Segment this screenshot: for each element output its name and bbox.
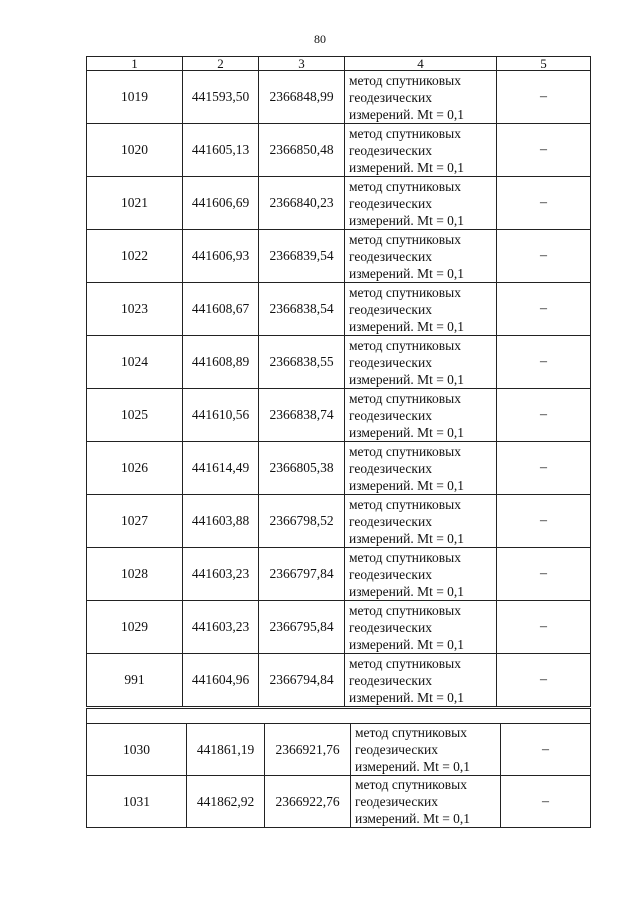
method-line: метод спутниковых — [349, 231, 461, 247]
note-cell: – — [497, 495, 591, 548]
method-line: измерений. Mt = 0,1 — [349, 689, 465, 705]
x-coordinate-cell: 441604,96 — [183, 654, 259, 707]
header-cell: 3 — [259, 57, 345, 71]
point-id-cell: 1023 — [87, 283, 183, 336]
point-id-cell: 1030 — [87, 724, 187, 776]
header-cell: 1 — [87, 57, 183, 71]
table-row — [87, 724, 591, 776]
x-coordinate-cell: 441614,49 — [183, 442, 259, 495]
method-line: измерений. Mt = 0,1 — [349, 371, 465, 387]
method-line: измерений. Mt = 0,1 — [349, 159, 465, 175]
header-row — [87, 57, 591, 71]
header-cell: 5 — [497, 57, 591, 71]
method-line: измерений. Mt = 0,1 — [349, 530, 465, 546]
x-coordinate-cell: 441608,89 — [183, 336, 259, 389]
method-line: измерений. Mt = 0,1 — [349, 106, 465, 122]
method-line: измерений. Mt = 0,1 — [349, 212, 465, 228]
table-row — [87, 389, 591, 442]
point-id-cell: 1031 — [87, 776, 187, 828]
method-line: метод спутниковых — [349, 125, 461, 141]
x-coordinate-cell: 441606,69 — [183, 177, 259, 230]
method-line: метод спутниковых — [349, 390, 461, 406]
page-number: 80 — [314, 32, 326, 46]
method-cell — [345, 548, 497, 601]
table-row — [87, 548, 591, 601]
y-coordinate-cell: 2366850,48 — [259, 124, 345, 177]
method-line: геодезических — [349, 248, 432, 264]
point-id-cell: 1019 — [87, 71, 183, 124]
method-line: метод спутниковых — [349, 549, 461, 565]
method-line: геодезических — [349, 354, 432, 370]
point-id-cell: 1026 — [87, 442, 183, 495]
method-line: измерений. Mt = 0,1 — [349, 265, 465, 281]
x-coordinate-cell: 441610,56 — [183, 389, 259, 442]
method-cell — [345, 71, 497, 124]
method-cell — [351, 776, 501, 828]
y-coordinate-cell: 2366838,55 — [259, 336, 345, 389]
y-coordinate-cell: 2366798,52 — [259, 495, 345, 548]
y-coordinate-cell: 2366805,38 — [259, 442, 345, 495]
method-line: метод спутниковых — [349, 496, 461, 512]
method-line: измерений. Mt = 0,1 — [355, 811, 471, 826]
point-id-cell: 1027 — [87, 495, 183, 548]
y-coordinate-cell: 2366838,74 — [259, 389, 345, 442]
table-row — [87, 776, 591, 828]
table-row — [87, 336, 591, 389]
method-line: измерений. Mt = 0,1 — [349, 583, 465, 599]
method-cell — [345, 336, 497, 389]
method-line: измерений. Mt = 0,1 — [349, 477, 465, 493]
note-cell: – — [497, 548, 591, 601]
method-line: метод спутниковых — [355, 725, 467, 740]
table-row — [87, 177, 591, 230]
point-id-cell: 1021 — [87, 177, 183, 230]
y-coordinate-cell: 2366795,84 — [259, 601, 345, 654]
method-line: метод спутниковых — [349, 178, 461, 194]
table-row — [87, 283, 591, 336]
table-row — [87, 654, 591, 707]
point-id-cell: 991 — [87, 654, 183, 707]
table-row — [87, 71, 591, 124]
method-cell — [345, 177, 497, 230]
method-cell — [345, 389, 497, 442]
y-coordinate-cell: 2366840,23 — [259, 177, 345, 230]
separator-row — [87, 709, 591, 724]
method-line: геодезических — [349, 619, 432, 635]
x-coordinate-cell: 441608,67 — [183, 283, 259, 336]
note-cell: – — [497, 336, 591, 389]
y-coordinate-cell: 2366797,84 — [259, 548, 345, 601]
table-row — [87, 601, 591, 654]
table-row — [87, 230, 591, 283]
y-coordinate-cell: 2366922,76 — [265, 776, 351, 828]
x-coordinate-cell: 441603,88 — [183, 495, 259, 548]
note-cell: – — [501, 776, 591, 828]
y-coordinate-cell: 2366848,99 — [259, 71, 345, 124]
method-line: метод спутниковых — [349, 284, 461, 300]
y-coordinate-cell: 2366921,76 — [265, 724, 351, 776]
method-line: измерений. Mt = 0,1 — [349, 636, 465, 652]
note-cell: – — [497, 230, 591, 283]
method-line: геодезических — [349, 513, 432, 529]
method-cell — [345, 442, 497, 495]
method-line: геодезических — [349, 89, 432, 105]
note-cell: – — [497, 654, 591, 707]
x-coordinate-cell: 441593,50 — [183, 71, 259, 124]
method-line: геодезических — [349, 566, 432, 582]
method-line: геодезических — [349, 142, 432, 158]
point-id-cell: 1020 — [87, 124, 183, 177]
method-line: измерений. Mt = 0,1 — [349, 424, 465, 440]
note-cell: – — [497, 442, 591, 495]
header-cell: 4 — [345, 57, 497, 71]
method-line: метод спутниковых — [349, 443, 461, 459]
note-cell: – — [497, 389, 591, 442]
method-line: метод спутниковых — [349, 72, 461, 88]
note-cell: – — [497, 283, 591, 336]
note-cell: – — [497, 71, 591, 124]
y-coordinate-cell: 2366838,54 — [259, 283, 345, 336]
x-coordinate-cell: 441603,23 — [183, 548, 259, 601]
method-line: измерений. Mt = 0,1 — [355, 759, 471, 774]
y-coordinate-cell: 2366839,54 — [259, 230, 345, 283]
note-cell: – — [501, 724, 591, 776]
method-line: геодезических — [349, 407, 432, 423]
method-line: метод спутниковых — [349, 602, 461, 618]
note-cell: – — [497, 177, 591, 230]
method-cell — [345, 495, 497, 548]
coordinates-table — [86, 56, 591, 707]
point-id-cell: 1024 — [87, 336, 183, 389]
method-cell — [345, 230, 497, 283]
method-line: геодезических — [349, 301, 432, 317]
table-row — [87, 495, 591, 548]
point-id-cell: 1029 — [87, 601, 183, 654]
y-coordinate-cell: 2366794,84 — [259, 654, 345, 707]
method-line: метод спутниковых — [349, 337, 461, 353]
table-row — [87, 442, 591, 495]
method-line: измерений. Mt = 0,1 — [349, 318, 465, 334]
method-cell — [345, 601, 497, 654]
note-cell: – — [497, 124, 591, 177]
note-cell: – — [497, 601, 591, 654]
method-line: геодезических — [355, 794, 438, 809]
method-line: метод спутниковых — [355, 777, 467, 792]
method-line: геодезических — [355, 742, 438, 757]
point-id-cell: 1028 — [87, 548, 183, 601]
x-coordinate-cell: 441862,92 — [187, 776, 265, 828]
x-coordinate-cell: 441603,23 — [183, 601, 259, 654]
header-cell: 2 — [183, 57, 259, 71]
method-cell — [351, 724, 501, 776]
method-line: метод спутниковых — [349, 655, 461, 671]
method-cell — [345, 654, 497, 707]
x-coordinate-cell: 441606,93 — [183, 230, 259, 283]
method-cell — [345, 283, 497, 336]
method-cell — [345, 124, 497, 177]
point-id-cell: 1022 — [87, 230, 183, 283]
point-id-cell: 1025 — [87, 389, 183, 442]
x-coordinate-cell: 441861,19 — [187, 724, 265, 776]
table-row — [87, 124, 591, 177]
coordinates-table-continued — [86, 708, 591, 828]
x-coordinate-cell: 441605,13 — [183, 124, 259, 177]
method-line: геодезических — [349, 195, 432, 211]
method-line: геодезических — [349, 460, 432, 476]
method-line: геодезических — [349, 672, 432, 688]
